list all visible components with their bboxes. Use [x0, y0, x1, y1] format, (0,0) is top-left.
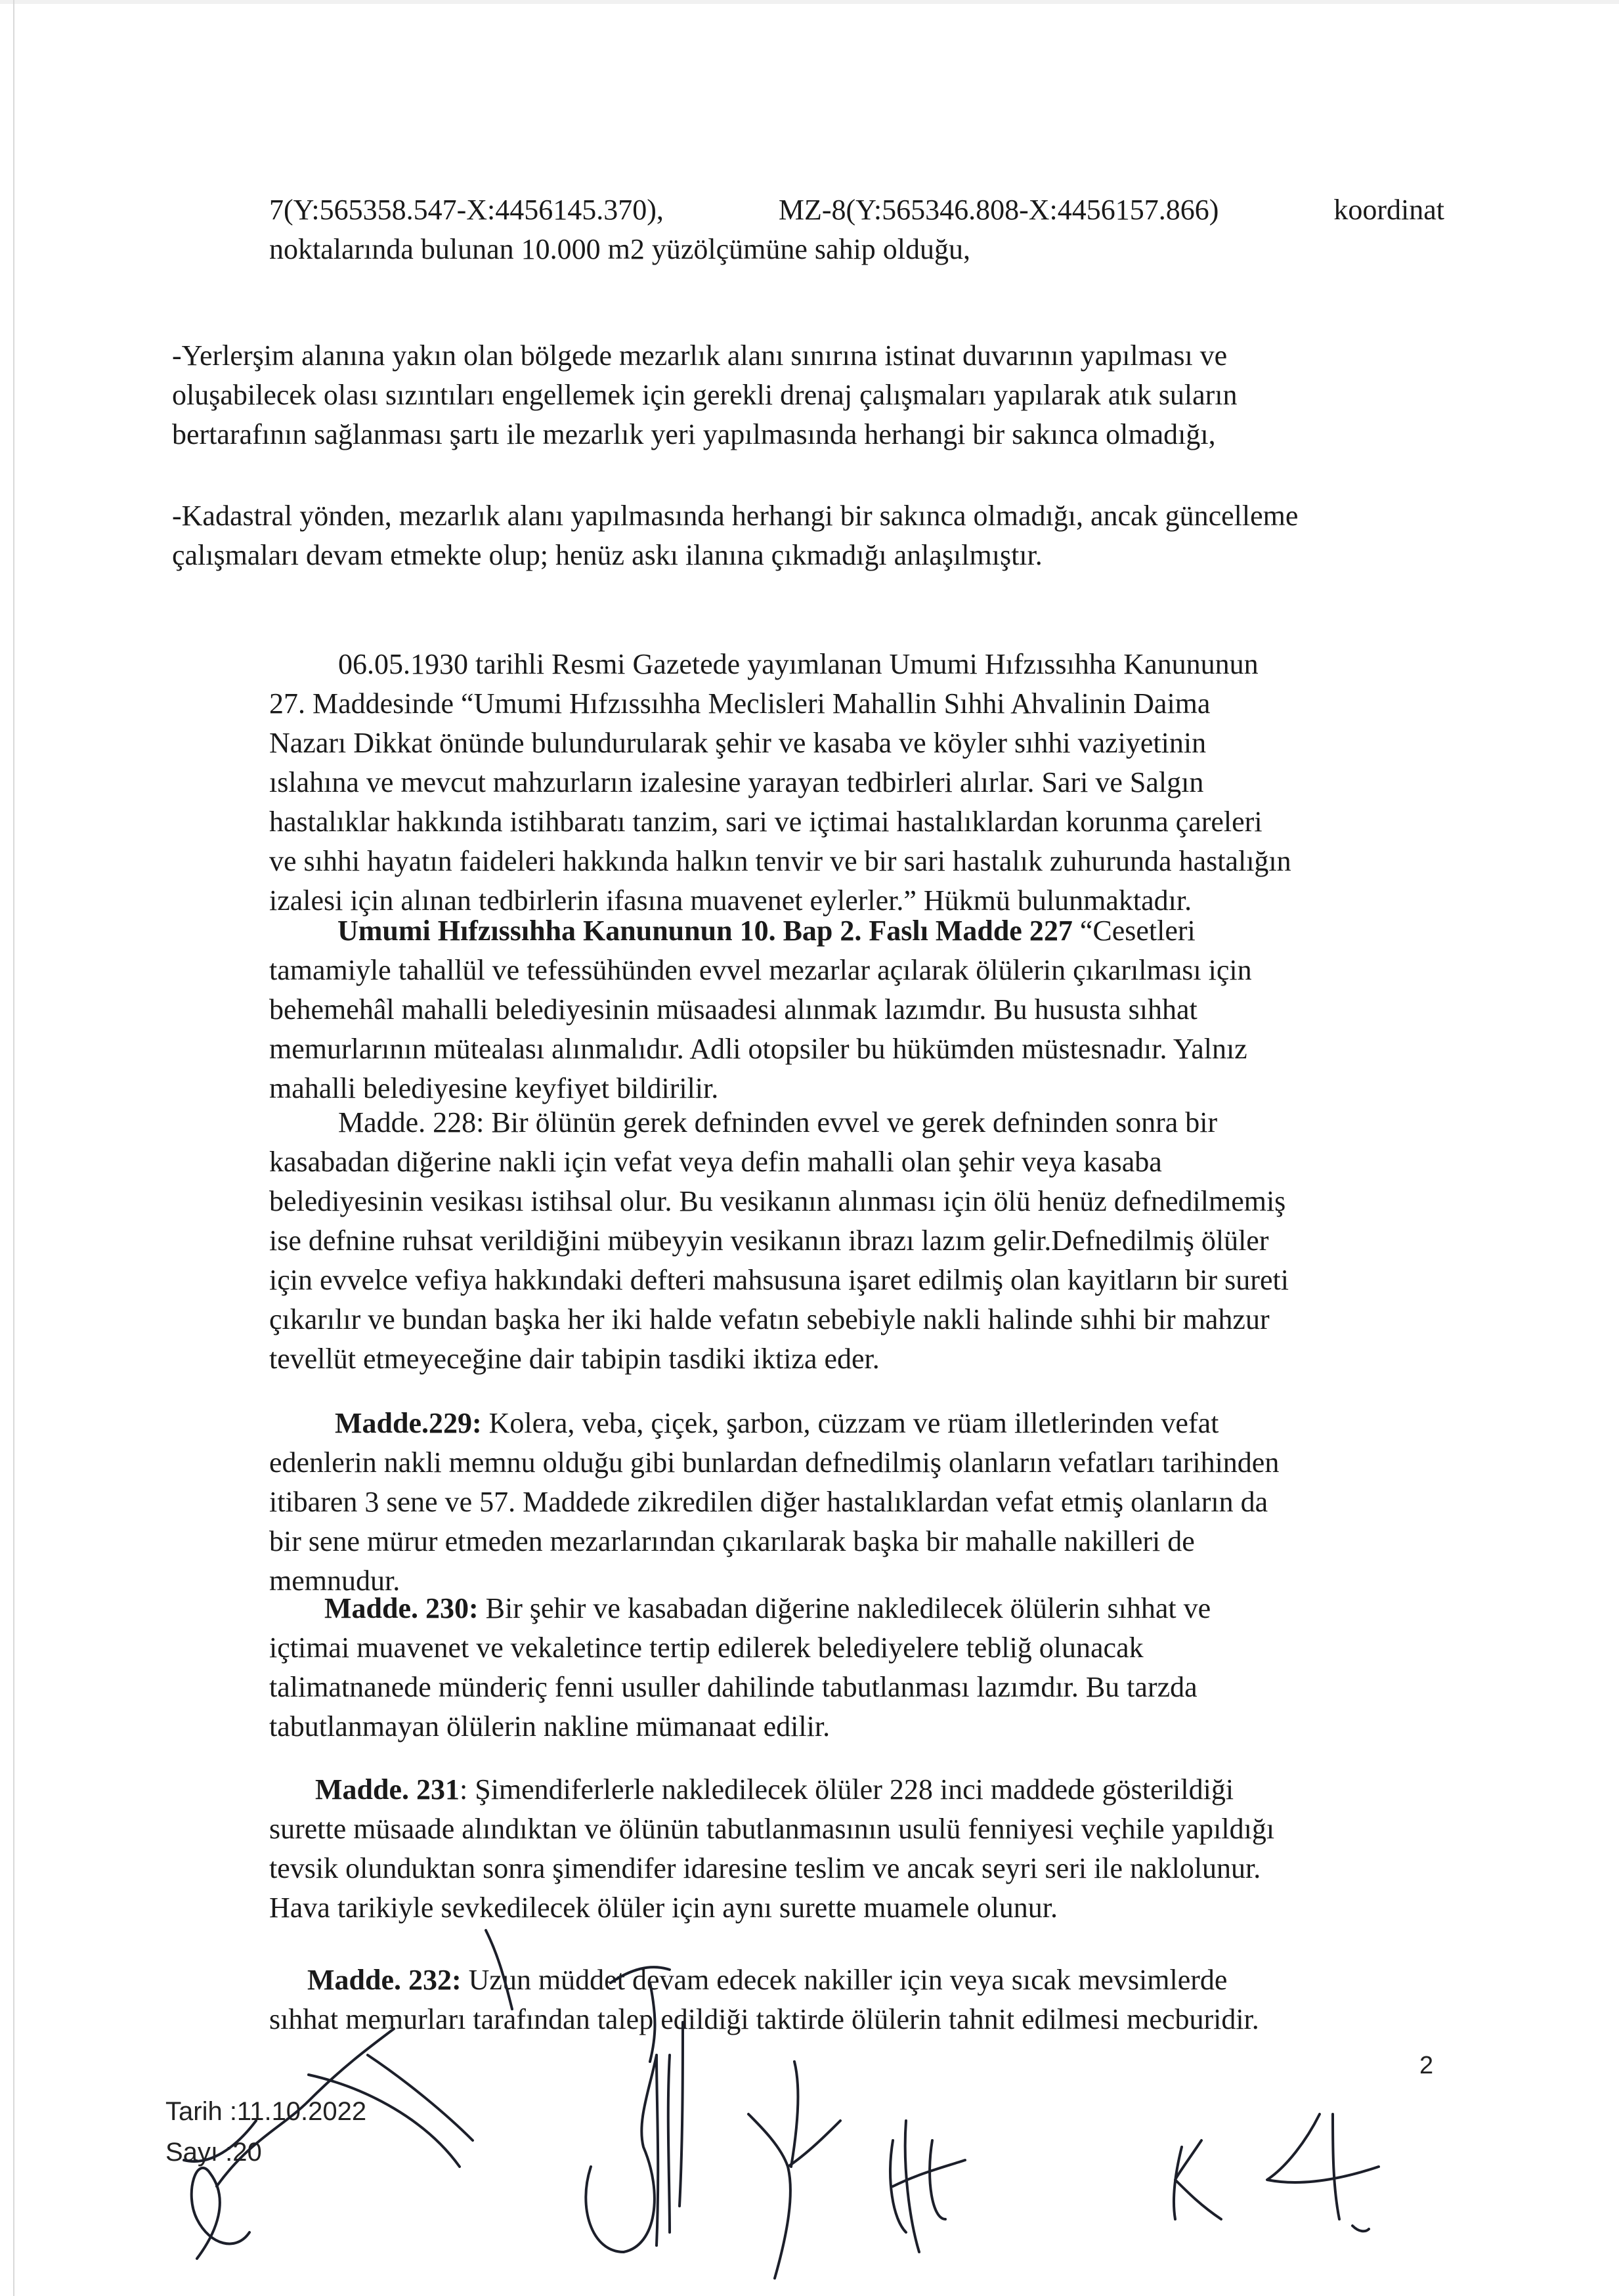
kanun27-line: 06.05.1930 tarihli Resmi Gazetede yayımlanan Umumi Hıfzıssıhha Kanununun: [338, 648, 1259, 680]
paragraph-kadastral: [172, 496, 1444, 575]
signature-3: [748, 2062, 840, 2278]
madde-231-line: surette müsaade alındıktan ve ölünün tabutlanmasının usulü fenniyesi veçhile yapıldığı: [269, 1813, 1275, 1845]
madde-229-line: memnudur.: [269, 1565, 400, 1597]
madde-228-line: kasabadan diğerine nakli için vefat veya defin mahalli olan şehir veya kasaba: [269, 1146, 1162, 1178]
madde-232-first-rest: Uzun müddet devam edecek nakiller için veya sıcak mevsimlerde: [461, 1964, 1228, 1996]
madde-230-first-rest: Bir şehir ve kasabadan diğerine nakledilecek ölülerin sıhhat ve: [478, 1592, 1211, 1624]
madde-229-line: edenlerin nakli memnu olduğu gibi bunlardan defnedilmiş olanların vefatları tarihinden: [269, 1446, 1280, 1479]
kanun27-line: ıslahına ve mevcut mahzurların izalesine yarayan tedbirleri alırlar. Sari ve Salgın: [269, 766, 1204, 798]
madde-232-first-line: [269, 1960, 1444, 2000]
madde-229-lines: [269, 1443, 1444, 1601]
madde-228-line: ise defnine ruhsat verildiğini mübeyyin vesikanın ibrazı lazım gelir.Defnedilmiş ölüler: [269, 1224, 1269, 1257]
madde-231-line: tevsik olunduktan sonra şimendifer idaresine teslim ve ancak seyri seri ile naklolunur.: [269, 1852, 1261, 1884]
intro-coordinates: [269, 190, 1444, 269]
signature-6: [1267, 2114, 1379, 2231]
paragraph-kanun-27: [269, 645, 1405, 921]
kanun27-line: ve sıhhi hayatın faideleri hakkında halkın tenvir ve bir sari hastalık zuhurunda hastalığın: [269, 845, 1291, 877]
madde-227-first-line: [269, 911, 1444, 951]
intro-coord-1: 7(Y:565358.547-X:4456145.370),: [269, 194, 664, 226]
footer-tarih: Tarih :11.10.2022: [165, 2097, 367, 2126]
paragraph-madde-232: [269, 1960, 1444, 2039]
madde-230-first-line: [269, 1589, 1444, 1628]
intro-coord-word: koordinat: [1333, 194, 1444, 226]
kadastral-line: çalışmaları devam etmekte olup; henüz askı ilanına çıkmadığı anlaşılmıştır.: [172, 539, 1043, 571]
madde-229-first-rest: Kolera, veba, çiçek, şarbon, cüzzam ve rüam illetlerinden vefat: [481, 1407, 1219, 1439]
footer-date-number: [165, 2091, 366, 2173]
madde-232-lines: [269, 2000, 1444, 2039]
madde-232-heading: Madde. 232:: [307, 1964, 462, 1996]
madde-227-heading: Umumi Hıfzıssıhha Kanununun 10. Bap 2. Faslı Madde 227: [337, 915, 1073, 947]
madde-229-line: itibaren 3 sene ve 57. Maddede zikredilen diğer hastalıklardan vefat etmiş olanların da: [269, 1486, 1268, 1518]
madde-229-line: bir sene mürur etmeden mezarlarından çıkarılarak başka bir mahalle nakilleri de: [269, 1525, 1195, 1557]
footer-sayi: Sayı :20: [165, 2138, 262, 2167]
madde-232-line: sıhhat memurları tarafından talep edildiği taktirde ölülerin tahnit edilmesi mecburidir.: [269, 2003, 1259, 2035]
intro-coord-2: MZ-8(Y:565346.808-X:4456157.866): [778, 194, 1219, 226]
paragraph-yerlesim: [172, 336, 1444, 454]
paragraph-madde-228: [269, 1103, 1444, 1379]
madde-227-line: mahalli belediyesine keyfiyet bildirilir.: [269, 1072, 719, 1104]
madde-228-line: belediyesinin vesikası istihsal olur. Bu vesikanın alınması için ölü henüz defnedilmemiş: [269, 1185, 1286, 1217]
signature-5: [1174, 2140, 1221, 2219]
madde-229-heading: Madde.229:: [335, 1407, 482, 1439]
madde-230-line: içtimai muavenet ve vekaletince tertip edilerek belediyelere tebliğ olunacak: [269, 1632, 1144, 1664]
madde-227-lines: [269, 951, 1444, 1108]
madde-231-line: Hava tarikiyle sevkedilecek ölüler için aynı surette muamele olunur.: [269, 1892, 1058, 1924]
scan-top-edge: [0, 0, 1619, 4]
madde-228-line: çıkarılır ve bundan başka her iki halde vefatın sebebiyle nakli halinde sıhhi bir mahzur: [269, 1303, 1270, 1335]
paragraph-madde-229: [269, 1404, 1444, 1601]
kanun27-line: Nazarı Dikkat önünde bulundurularak şehir ve kasaba ve köyler sıhhi vaziyetinin: [269, 727, 1207, 759]
madde-230-lines: [269, 1628, 1444, 1746]
paragraph-madde-231: [269, 1770, 1444, 1928]
madde-231-first-line: [269, 1770, 1444, 1809]
madde-230-line: tabutlanmayan ölülerin nakline mümanaat edilir.: [269, 1710, 831, 1743]
madde-227-line: memurlarının mütealası alınmalıdır. Adli otopsiler bu hükümden müstesnadır. Yalnız: [269, 1033, 1247, 1065]
madde-227-line: tamamiyle tahallül ve tefessühünden evvel mezarlar açılarak ölülerin çıkarılması için: [269, 954, 1252, 986]
kanun27-line: 27. Maddesinde “Umumi Hıfzıssıhha Meclisleri Mahallin Sıhhi Ahvalinin Daima: [269, 687, 1211, 720]
madde-231-lines: [269, 1809, 1444, 1928]
paragraph-madde-227: [269, 911, 1444, 1108]
kadastral-line: -Kadastral yönden, mezarlık alanı yapılmasında herhangi bir sakınca olmadığı, ancak güncelleme: [172, 500, 1299, 532]
madde-231-first-rest: : Şimendiferlerle nakledilecek ölüler 228 inci maddede gösterildiği: [460, 1773, 1234, 1806]
madde-227-first-rest: “Cesetleri: [1072, 915, 1196, 947]
paragraph-madde-230: [269, 1589, 1444, 1746]
madde-230-line: talimatnanede münderiç fenni usuller dahilinde tabutlanması lazımdır. Bu tarzda: [269, 1671, 1198, 1703]
yerlesim-line: oluşabilecek olası sızıntıları engellemek için gerekli drenaj çalışmaları yapılarak atık suların: [172, 379, 1238, 411]
scan-left-edge: [13, 0, 14, 2296]
madde-228-line: tevellüt etmeyeceğine dair tabipin tasdiki iktiza eder.: [269, 1343, 880, 1375]
madde-228-line: için evvelce vefiya hakkındaki defteri mahsusuna işaret edilmiş olan kayitların bir sureti: [269, 1264, 1289, 1296]
signature-4: [890, 2121, 965, 2252]
madde-227-line: behemehâl mahalli belediyesinin müsaadesi alınmak lazımdır. Bu hususta sıhhat: [269, 993, 1198, 1026]
intro-line-2: noktalarında bulunan 10.000 m2 yüzölçümüne sahip olduğu,: [269, 233, 971, 265]
madde-228-line: Madde. 228: Bir ölünün gerek defninden evvel ve gerek defninden sonra bir: [338, 1106, 1218, 1138]
yerlesim-line: -Yerlerşim alanına yakın olan bölgede mezarlık alanı sınırına istinat duvarının yapılması ve: [172, 339, 1228, 372]
page-number: 2: [1419, 2052, 1434, 2079]
kanun27-line: izalesi için alınan tedbirlerin ifasına muavenet eylerler.” Hükmü bulunmaktadır.: [269, 884, 1192, 917]
kanun27-line: hastalıklar hakkında istihbaratı tanzim, sari ve içtimai hastalıklardan korunma çareleri: [269, 806, 1263, 838]
madde-230-heading: Madde. 230:: [324, 1592, 479, 1624]
yerlesim-line: bertarafının sağlanması şartı ile mezarlık yeri yapılmasında herhangi bir sakınca olmadığı,: [172, 418, 1216, 450]
madde-229-first-line: [269, 1404, 1444, 1443]
madde-231-heading: Madde. 231: [315, 1773, 460, 1806]
